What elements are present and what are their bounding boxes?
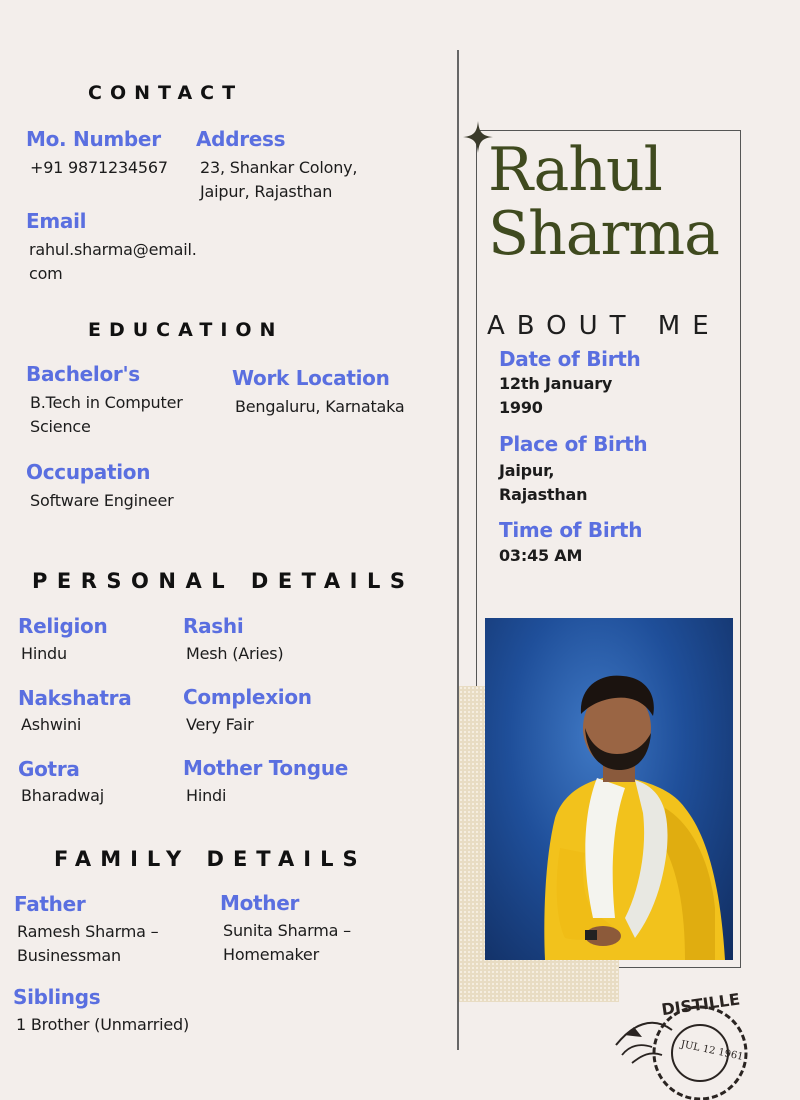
mother-tongue-value: Hindi	[186, 786, 227, 805]
education-heading: EDUCATION	[88, 319, 284, 341]
mobile-label: Mo. Number	[26, 127, 161, 151]
address-value: 23, Shankar Colony, Jaipur, Rajasthan	[200, 158, 358, 201]
mother-value: Sunita Sharma – Homemaker	[223, 921, 351, 964]
mother-label: Mother	[220, 891, 300, 915]
siblings-label: Siblings	[13, 985, 101, 1009]
personal-details-heading: PERSONAL DETAILS	[32, 569, 415, 593]
dob-value: 12th January 1990	[499, 374, 613, 417]
postmark-stamp-icon	[612, 985, 777, 1100]
email-value: rahul.sharma@email. com	[29, 240, 197, 283]
profile-photo	[485, 618, 733, 960]
occupation-label: Occupation	[26, 460, 151, 484]
gotra-value: Bharadwaj	[21, 786, 104, 805]
mother-tongue-label: Mother Tongue	[183, 756, 349, 780]
father-value: Ramesh Sharma – Businessman	[17, 922, 159, 965]
religion-label: Religion	[18, 614, 108, 638]
work-location-value: Bengaluru, Karnataka	[235, 397, 405, 416]
about-me-heading: ABOUT ME	[487, 311, 721, 341]
nakshatra-value: Ashwini	[21, 715, 82, 734]
degree-label: Bachelor's	[26, 362, 140, 386]
stamp-text: DISTILLE	[660, 989, 742, 1020]
mobile-value: +91 9871234567	[30, 158, 168, 177]
profile-name: Rahul Sharma	[488, 135, 719, 269]
contact-heading: CONTACT	[88, 82, 244, 104]
family-details-heading: FAMILY DETAILS	[54, 847, 367, 871]
father-label: Father	[14, 892, 86, 916]
tob-value: 03:45 AM	[499, 546, 583, 565]
person-illustration	[485, 618, 733, 960]
complexion-label: Complexion	[183, 685, 312, 709]
stamp-date: JUL 12 1961	[679, 1039, 745, 1064]
religion-value: Hindu	[21, 644, 67, 663]
rashi-label: Rashi	[183, 614, 244, 638]
siblings-value: 1 Brother (Unmarried)	[16, 1015, 190, 1034]
address-label: Address	[196, 127, 286, 151]
rashi-value: Mesh (Aries)	[186, 644, 284, 663]
nakshatra-label: Nakshatra	[18, 686, 132, 710]
dob-label: Date of Birth	[499, 347, 641, 371]
gotra-label: Gotra	[18, 757, 80, 781]
occupation-value: Software Engineer	[30, 491, 174, 510]
pob-value: Jaipur, Rajasthan	[499, 461, 588, 504]
degree-value: B.Tech in Computer Science	[30, 393, 183, 436]
work-location-label: Work Location	[232, 366, 390, 390]
email-label: Email	[26, 209, 87, 233]
pob-label: Place of Birth	[499, 432, 648, 456]
tob-label: Time of Birth	[499, 518, 643, 542]
complexion-value: Very Fair	[186, 715, 254, 734]
